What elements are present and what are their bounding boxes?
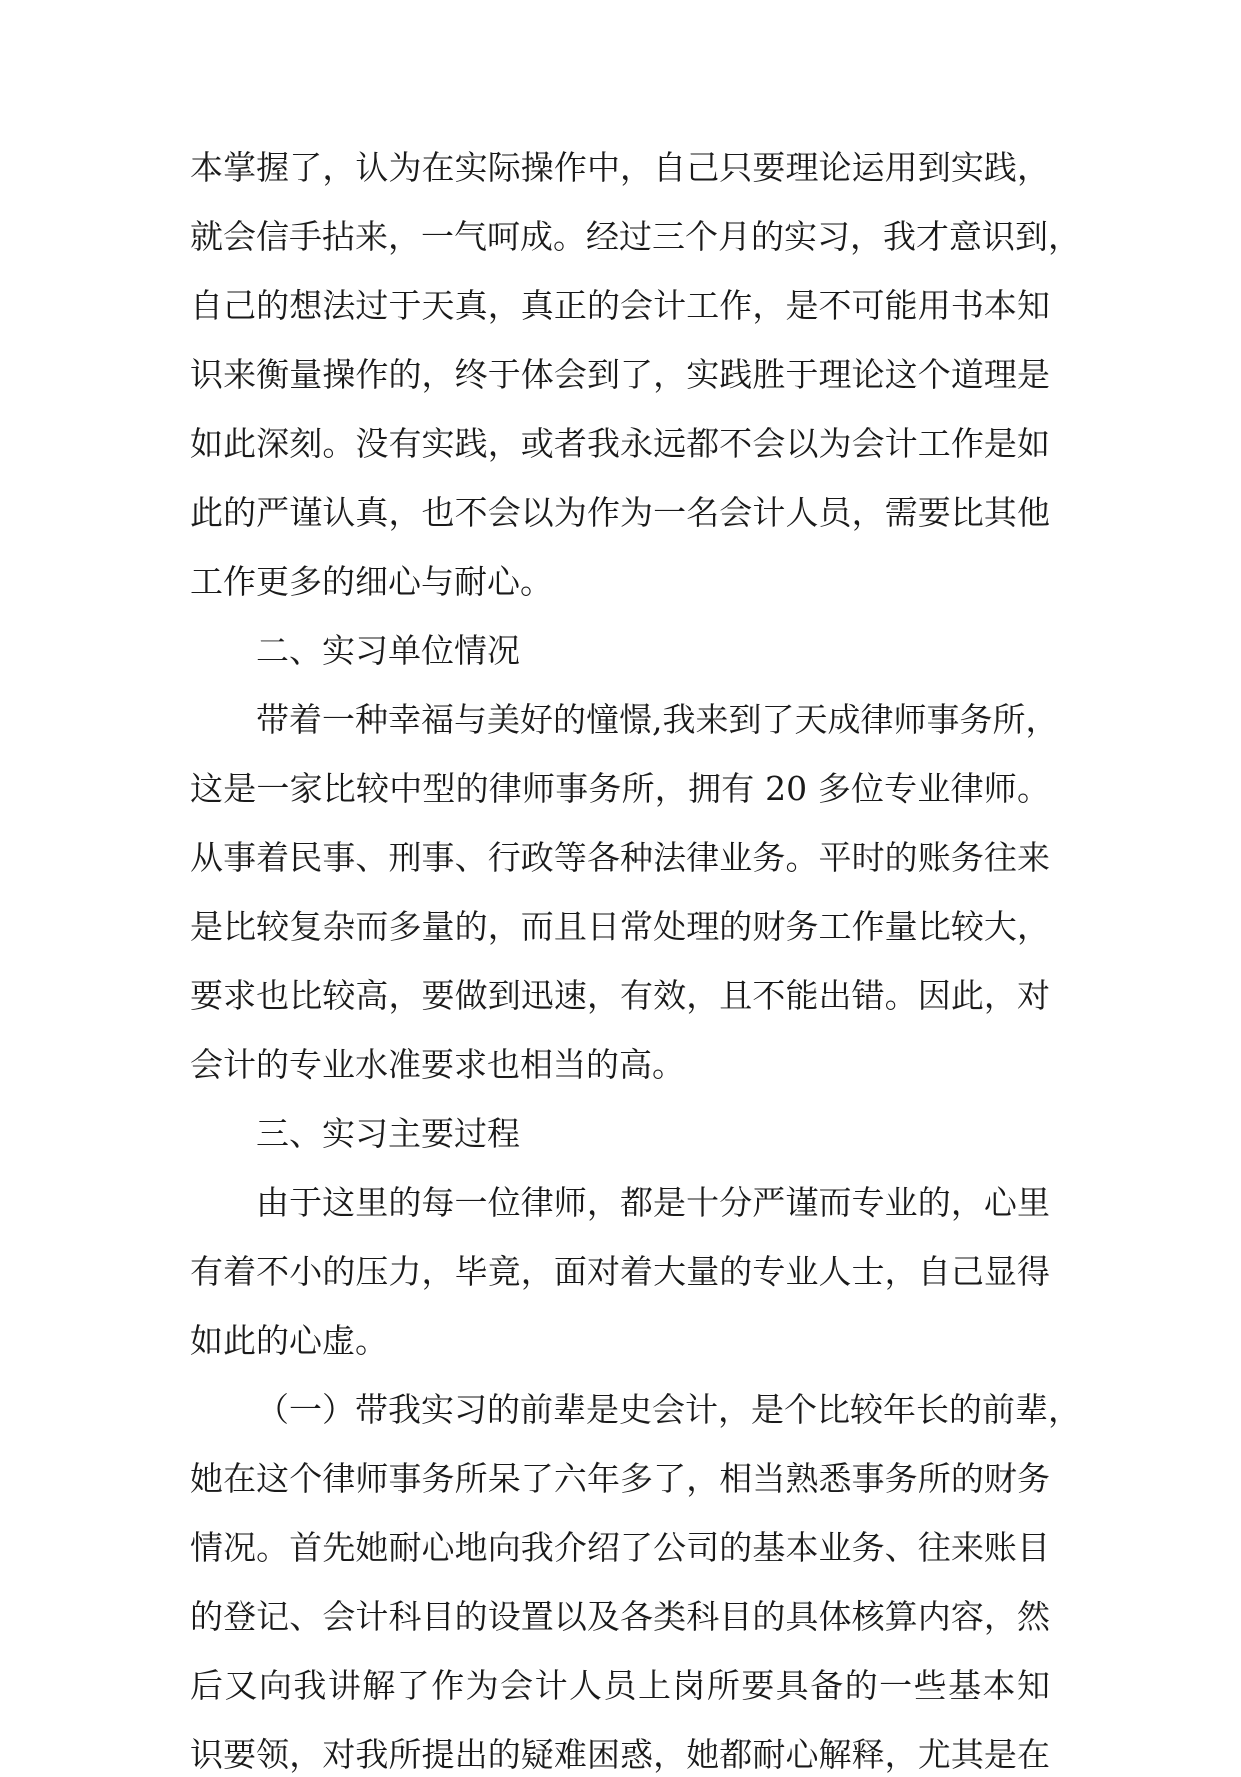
paragraph-line: 如此深刻。没有实践，或者我永远都不会以为会计工作是如	[190, 424, 1050, 463]
paragraph-line: 工作更多的细心与耐心。	[190, 562, 553, 601]
paragraph-line: 情况。首先她耐心地向我介绍了公司的基本业务、往来账目	[190, 1528, 1050, 1567]
paragraph-line: 的登记、会计科目的设置以及各类科目的具体核算内容，然	[190, 1597, 1050, 1636]
paragraph-line: 自己的想法过于天真，真正的会计工作，是不可能用书本知	[190, 286, 1050, 325]
paragraph-line: 后又向我讲解了作为会计人员上岗所要具备的一些基本知	[190, 1666, 1050, 1705]
paragraph-line: 如此的心虚。	[190, 1321, 388, 1360]
paragraph-line: 这是一家比较中型的律师事务所，拥有 20 多位专业律师。	[190, 769, 1050, 808]
paragraph-line: 识要领，对我所提出的疑难困惑，她都耐心解释，尤其是在	[190, 1735, 1050, 1774]
section-heading: 三、实习主要过程	[256, 1114, 520, 1153]
paragraph-line: 有着不小的压力，毕竟，面对着大量的专业人士，自己显得	[190, 1252, 1050, 1291]
paragraph-line: 带着一种幸福与美好的憧憬,我来到了天成律师事务所，	[256, 700, 1059, 739]
paragraph-line: 本掌握了，认为在实际操作中，自己只要理论运用到实践，	[190, 148, 1050, 187]
paragraph-line: 由于这里的每一位律师，都是十分严谨而专业的，心里	[256, 1183, 1050, 1222]
paragraph-line: （一）带我实习的前辈是史会计，是个比较年长的前辈，	[256, 1390, 1081, 1429]
paragraph-line: 识来衡量操作的，终于体会到了，实践胜于理论这个道理是	[190, 355, 1050, 394]
paragraph-line: 此的严谨认真，也不会以为作为一名会计人员，需要比其他	[190, 493, 1050, 532]
paragraph-line: 要求也比较高，要做到迅速，有效，且不能出错。因此，对	[190, 976, 1050, 1015]
paragraph-line: 会计的专业水准要求也相当的高。	[190, 1045, 685, 1084]
paragraph-line: 就会信手拈来，一气呵成。经过三个月的实习，我才意识到，	[190, 217, 1081, 256]
paragraph-line: 她在这个律师事务所呆了六年多了，相当熟悉事务所的财务	[190, 1459, 1050, 1498]
section-heading: 二、实习单位情况	[256, 631, 520, 670]
paragraph-line: 是比较复杂而多量的，而且日常处理的财务工作量比较大，	[190, 907, 1050, 946]
paragraph-line: 从事着民事、刑事、行政等各种法律业务。平时的账务往来	[190, 838, 1050, 877]
